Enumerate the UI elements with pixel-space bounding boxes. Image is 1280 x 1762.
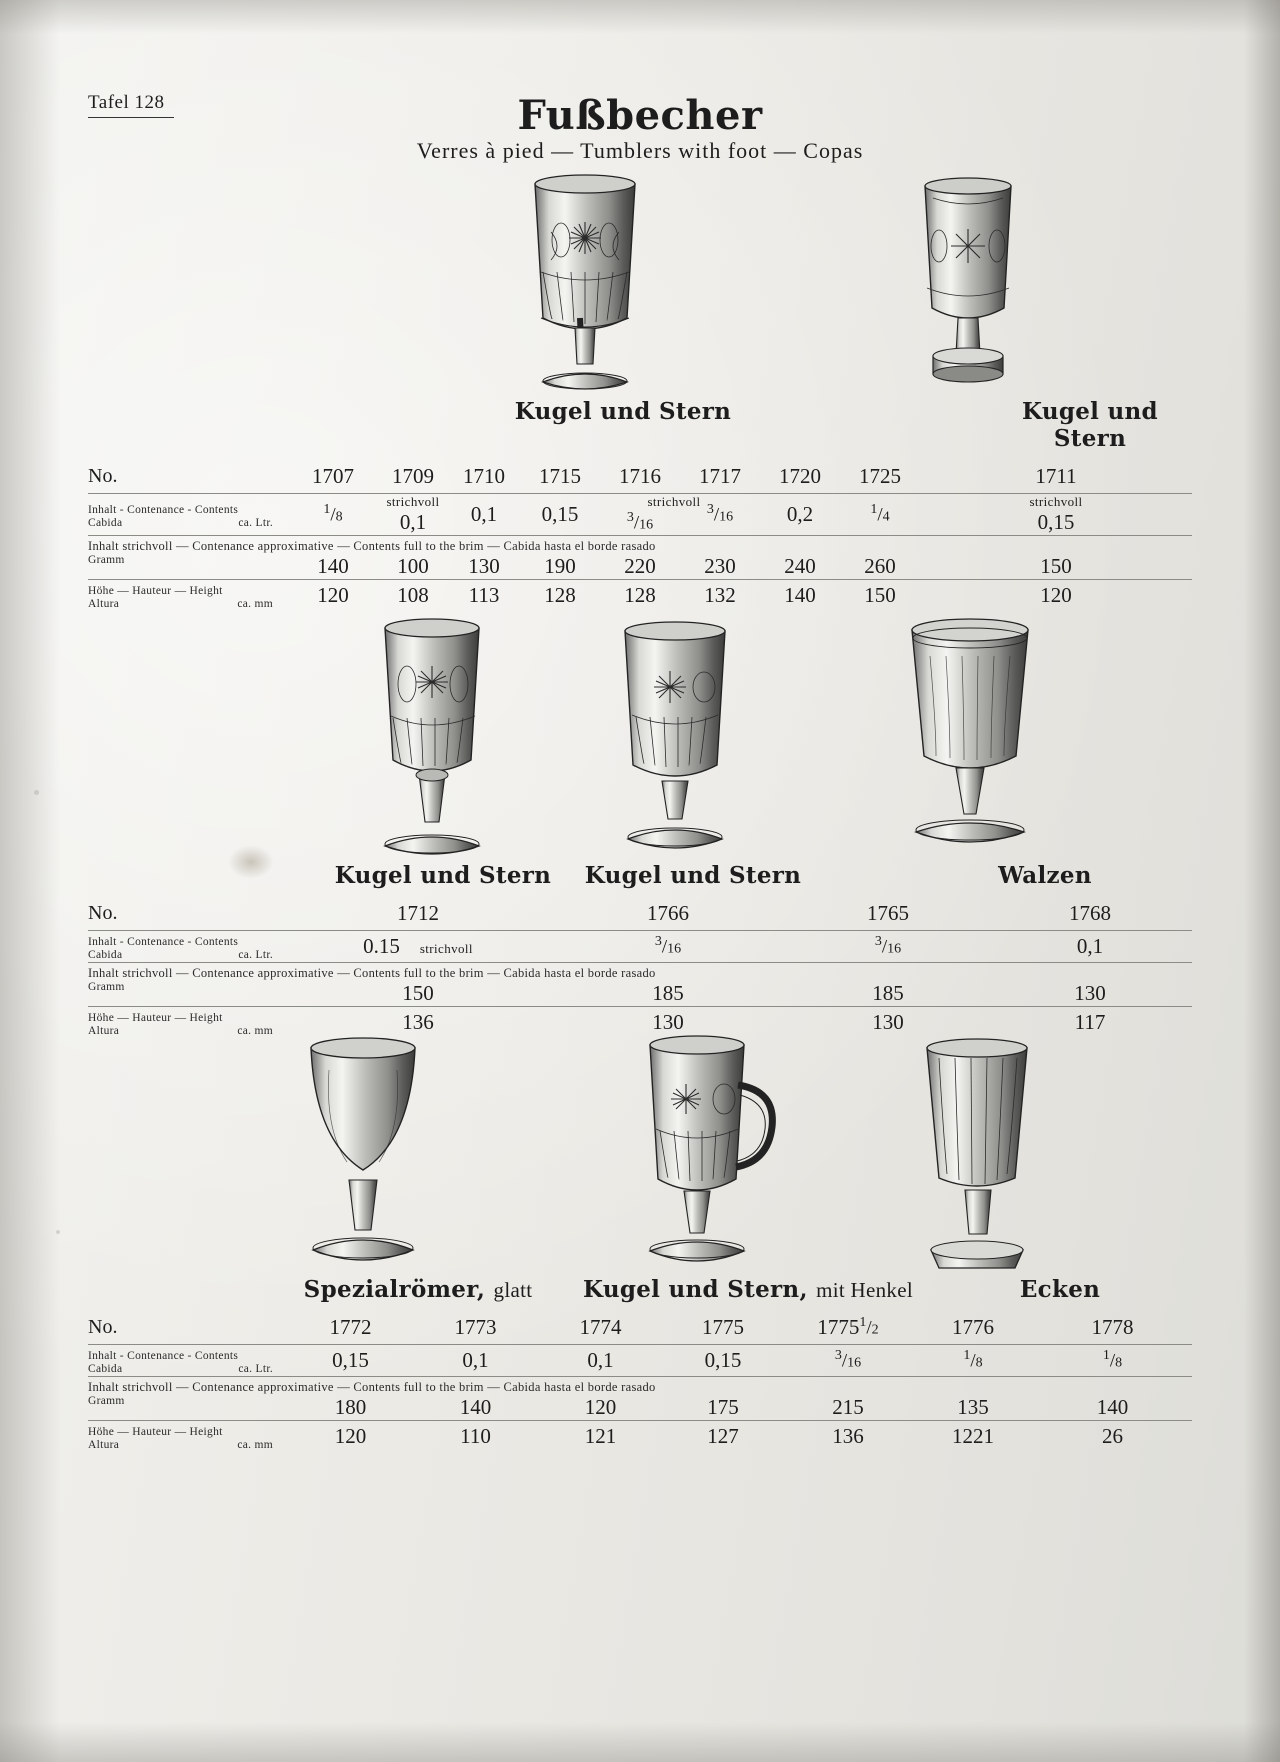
group-title-thin: mit Henkel <box>816 1278 913 1302</box>
table-row-height <box>88 1421 1192 1453</box>
group-title: Kugel und Stern <box>514 398 732 425</box>
row-label-cabida: Cabida <box>88 949 123 961</box>
row-label-unit: ca. Ltr. <box>238 1363 273 1375</box>
row-label-altura: Altura <box>88 598 120 610</box>
spec-table-3 <box>88 1315 1192 1452</box>
spec-table-2 <box>88 901 1192 1038</box>
table-row-no <box>88 901 1192 926</box>
cell-contents: 0,2 <box>786 502 814 526</box>
cell-height: 113 <box>468 583 500 607</box>
paper-edge-right <box>1244 0 1280 1762</box>
paper-edge-bottom <box>0 1722 1280 1762</box>
row-label-no: No. <box>88 465 118 487</box>
cell-gramm: 150 <box>402 981 434 1005</box>
cell-height: 108 <box>397 583 429 607</box>
cell-no: 1776 <box>952 1315 994 1339</box>
group-title: Kugel und Stern <box>584 862 802 889</box>
table-row-gramm-values <box>88 1395 1192 1421</box>
cell-height: 128 <box>624 583 656 607</box>
cell-no: 1720 <box>779 464 821 488</box>
cell-no: 1711 <box>1035 464 1077 488</box>
cell-gramm: 140 <box>459 1395 492 1419</box>
cell-no: 1716 <box>619 464 661 488</box>
cell-gramm: 130 <box>468 554 500 578</box>
glass-illustration-kugel-und-stern-1712 <box>355 610 510 870</box>
cell-contents: 0,1 <box>587 1348 614 1372</box>
cell-no: 1768 <box>1069 901 1111 925</box>
cell-no: 1725 <box>859 464 901 488</box>
cell-no: 1717 <box>699 464 741 488</box>
cell-gramm: 100 <box>397 554 429 578</box>
table-row-contents <box>88 494 1192 536</box>
cell-no: 1774 <box>579 1315 622 1339</box>
cell-contents: 0,15 <box>541 502 579 526</box>
cell-gramm: 120 <box>584 1395 617 1419</box>
glass-illustration-kugel-und-stern-1766 <box>600 615 750 865</box>
group-title: Ecken <box>1019 1276 1101 1303</box>
cell-contents: 0,15 <box>332 1348 369 1372</box>
row-label-gramm: Gramm <box>88 981 125 993</box>
group-title-main: Spezialrömer, <box>303 1276 486 1303</box>
cell-height: 150 <box>864 583 896 607</box>
group-title: Kugel und Stern <box>334 862 552 889</box>
row-label-unit: ca. Ltr. <box>238 517 273 529</box>
cell-no: 1715 <box>539 464 581 488</box>
glass-illustration-ecken-1778 <box>905 1028 1050 1278</box>
cell-height: 117 <box>1074 1010 1106 1034</box>
table-block-3 <box>88 1276 1192 1452</box>
row-label-unit-mm: ca. mm <box>237 1025 273 1037</box>
cell-no: 1766 <box>647 901 689 925</box>
cell-gramm: 130 <box>1074 981 1106 1005</box>
plate-label: Tafel 128 <box>88 92 174 118</box>
row-label-contents: Inhalt - Contenance - Contents <box>88 504 239 516</box>
cell-contents: $^3$/16 <box>874 934 902 958</box>
row-label-altura: Altura <box>88 1025 120 1037</box>
cell-contents: $^3$/16 <box>706 502 734 526</box>
row-label-altura: Altura <box>88 1439 120 1451</box>
cell-gramm: 140 <box>1096 1395 1129 1419</box>
cell-height: 26 <box>1102 1424 1123 1448</box>
cell-height: 127 <box>707 1424 739 1448</box>
paper-edge-left <box>0 0 60 1762</box>
table-row-brim-note <box>88 1377 1192 1396</box>
cell-contents: $^3$/16 <box>834 1348 862 1372</box>
cell-contents: 0,15 <box>704 1348 742 1372</box>
strichvoll-note: strichvoll <box>647 494 701 509</box>
row-label-unit-mm: ca. mm <box>237 1439 273 1451</box>
glass-illustration-walzen-1765 <box>890 608 1050 858</box>
cell-no: 1775$^1$/2 <box>817 1315 879 1339</box>
brim-note: Inhalt strichvoll — Contenance approximative — Contents full to the brim — Cabida hasta el borde rasado <box>88 539 656 553</box>
table-row-height <box>88 580 1192 612</box>
row-label-unit-mm: ca. mm <box>237 598 273 610</box>
cell-gramm: 135 <box>957 1395 989 1419</box>
cell-height: 121 <box>584 1424 617 1448</box>
row-label-gramm: Gramm <box>88 1395 125 1407</box>
group-title: Kugel und Stern <box>1022 398 1158 452</box>
cell-no: 1778 <box>1091 1315 1134 1339</box>
group-title: Walzen <box>998 862 1092 889</box>
row-label-contents: Inhalt - Contenance - Contents <box>88 1350 239 1362</box>
table-row-contents <box>88 931 1192 963</box>
cell-height: 130 <box>652 1010 684 1034</box>
paper-speck <box>34 790 39 795</box>
cell-contents: $^1$/8 <box>1102 1348 1123 1372</box>
table-row-no <box>88 464 1192 489</box>
table-block-1 <box>88 398 1192 611</box>
cell-height: 110 <box>460 1424 491 1448</box>
glass-illustration-kugel-und-stern-1711 <box>903 168 1033 398</box>
group-title-main: Kugel und Stern, <box>583 1276 808 1303</box>
table-row-gramm-values <box>88 981 1192 1007</box>
table-row-no <box>88 1315 1192 1340</box>
group-title <box>268 1276 568 1303</box>
table-block-2 <box>88 862 1192 1038</box>
cell-height: 136 <box>832 1424 864 1448</box>
cell-gramm: 175 <box>707 1395 739 1419</box>
row-label-height: Höhe — Hauteur — Height <box>88 1012 223 1024</box>
page-subtitle: Verres à pied — Tumblers with foot — Copas <box>416 138 864 163</box>
cell-contents: 0,1 <box>462 1348 489 1372</box>
cell-height: 128 <box>544 583 576 607</box>
strichvoll-note: strichvoll <box>1029 494 1083 509</box>
strichvoll-note: strichvoll <box>419 941 473 956</box>
cell-no: 1709 <box>392 464 434 488</box>
row-label-height: Höhe — Hauteur — Height <box>88 1426 223 1438</box>
cell-height: 120 <box>1040 583 1072 607</box>
row-label-no: No. <box>88 1316 118 1338</box>
cell-no: 1773 <box>454 1315 497 1339</box>
spec-table-1 <box>88 464 1192 611</box>
table-row-contents <box>88 1345 1192 1377</box>
cell-no: 1775 <box>702 1315 744 1339</box>
cell-gramm: 260 <box>864 554 896 578</box>
cell-gramm: 150 <box>1040 554 1072 578</box>
cell-height: 120 <box>317 583 349 607</box>
cell-contents: 0.15 <box>363 934 400 958</box>
glass-illustration-spezialroemer-1772 <box>283 1030 443 1280</box>
cell-contents: $^1$/4 <box>870 502 890 526</box>
brim-note: Inhalt strichvoll — Contenance approximative — Contents full to the brim — Cabida hasta el borde rasado <box>88 966 656 980</box>
row-label-cabida: Cabida <box>88 517 123 529</box>
glass-illustration-kugel-und-stern-1707 <box>505 168 665 398</box>
cell-gramm: 220 <box>624 554 656 578</box>
row-label-unit: ca. Ltr. <box>238 949 273 961</box>
cell-no: 1707 <box>312 464 354 488</box>
cell-contents: $^3$/16 <box>654 934 682 958</box>
cell-gramm: 190 <box>544 554 576 578</box>
table-row-brim-note <box>88 963 1192 982</box>
cell-contents: $^3$/16 <box>626 510 654 534</box>
cell-height: 136 <box>402 1010 434 1034</box>
page-title: Fußbecher <box>517 92 763 139</box>
cell-contents: $^1$/8 <box>963 1348 983 1372</box>
cell-gramm: 240 <box>784 554 816 578</box>
cell-no: 1765 <box>867 901 909 925</box>
cell-gramm: 230 <box>704 554 736 578</box>
row-label-cabida: Cabida <box>88 1363 123 1375</box>
brim-note: Inhalt strichvoll — Contenance approximative — Contents full to the brim — Cabida hasta el borde rasado <box>88 1380 656 1394</box>
glass-illustration-kugel-und-stern-mit-henkel-1775 <box>620 1025 790 1280</box>
paper-edge-top <box>0 0 1280 34</box>
cell-contents: 0,15 <box>1037 510 1075 534</box>
cell-gramm: 180 <box>334 1395 367 1419</box>
paper-speck <box>56 1230 60 1234</box>
cell-no: 1710 <box>463 464 505 488</box>
cell-height: 140 <box>784 583 816 607</box>
cell-contents: 0,1 <box>470 502 498 526</box>
cell-height: 130 <box>872 1010 904 1034</box>
cell-no: 1712 <box>397 901 439 925</box>
cell-gramm: 185 <box>872 981 904 1005</box>
cell-contents: 0,1 <box>1076 934 1104 958</box>
table-row-gramm <box>88 536 1192 555</box>
row-label-no: No. <box>88 902 118 924</box>
cell-height: 120 <box>334 1424 367 1448</box>
cell-height: 132 <box>704 583 736 607</box>
cell-contents: 0,1 <box>399 510 427 534</box>
cell-no: 1772 <box>329 1315 372 1339</box>
cell-gramm: 140 <box>317 554 349 578</box>
table-row-gramm-values <box>88 554 1192 580</box>
strichvoll-note: strichvoll <box>386 494 440 509</box>
row-label-height: Höhe — Hauteur — Height <box>88 585 223 597</box>
cell-contents: $^1$/8 <box>323 502 343 526</box>
cell-gramm: 185 <box>652 981 684 1005</box>
row-label-gramm: Gramm <box>88 554 125 566</box>
group-title <box>568 1276 928 1303</box>
cell-gramm: 215 <box>832 1395 864 1419</box>
cell-height: 1221 <box>952 1424 994 1448</box>
row-label-contents: Inhalt - Contenance - Contents <box>88 936 239 948</box>
group-title-thin: glatt <box>493 1278 533 1302</box>
